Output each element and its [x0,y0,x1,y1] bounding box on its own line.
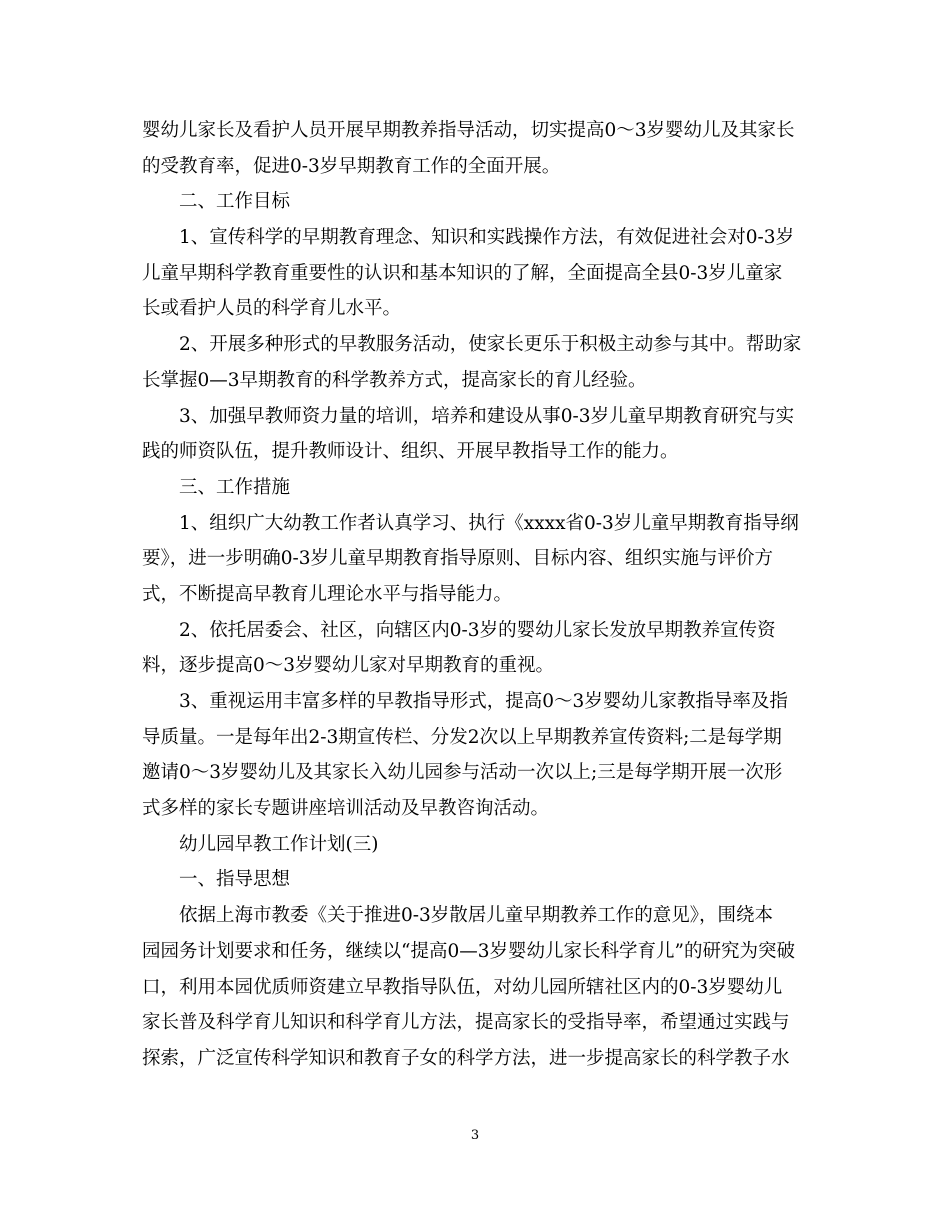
text-line: 式多样的家长专题讲座培训活动及早教咨询活动。 [142,798,550,820]
text-line: 长或看护人员的科学育儿水平。 [142,298,402,320]
body-text [142,113,812,1077]
text-line: 邀请0～3岁婴幼儿及其家长入幼儿园参与活动一次以上;三是每学期开展一次形 [142,762,783,784]
text-line: 式，不断提高早教育儿理论水平与指导能力。 [142,583,513,605]
text-line: 2、依托居委会、社区，向辖区内0-3岁的婴幼儿家长发放早期教养宣传资 [179,619,776,641]
text-line: 婴幼儿家长及看护人员开展早期教养指导活动，切实提高0～3岁婴幼儿及其家长 [142,120,795,141]
text-line: 导质量。一是每年出2-3期宣传栏、分发2次以上早期教养宣传资料;二是每学期 [142,726,782,748]
text-line: 依据上海市教委《关于推进0-3岁散居儿童早期教养工作的意见》，围绕本 [179,905,774,927]
text-line: 1、组织广大幼教工作者认真学习、执行《xxxx省0-3岁儿童早期教育指导纲 [179,512,799,534]
section-heading: 一、指导思想 [179,869,291,891]
text-line: 要》，进一步明确0-3岁儿童早期教育指导原则、目标内容、组织实施与评价方 [142,548,774,570]
text-line: 家长普及科学育儿知识和科学育儿方法，提高家长的受指导率，希望通过实践与 [142,1012,790,1034]
text-line: 园园务计划要求和任务，继续以“提高0—3岁婴幼儿家长科学育儿”的研究为突破 [142,940,795,962]
text-line: 践的师资队伍，提升教师设计、组织、开展早教指导工作的能力。 [142,441,679,463]
plan-title: 幼儿园早教工作计划(三) [179,833,379,855]
section-heading: 三、工作措施 [179,476,291,498]
text-line: 1、宣传科学的早期教育理念、知识和实践操作方法，有效促进社会对0-3岁 [179,227,795,249]
text-line: 儿童早期科学教育重要性的认识和基本知识的了解，全面提高全县0-3岁儿童家 [142,262,783,284]
section-heading: 二、工作目标 [179,191,291,213]
text-line: 3、加强早教师资力量的培训，培养和建设从事0-3岁儿童早期教育研究与实 [179,405,795,427]
text-line: 探索，广泛宣传科学知识和教育子女的科学方法，进一步提高家长的科学教子水 [142,1047,790,1069]
text-block [142,113,812,1077]
page-number: 3 [470,1128,480,1143]
text-line: 长掌握0—3早期教育的科学教养方式，提高家长的育儿经验。 [142,369,647,391]
text-line: 2、开展多种形式的早教服务活动，使家长更乐于积极主动参与其中。帮助家 [179,334,802,356]
text-line: 3、重视运用丰富多样的早教指导形式，提高0～3岁婴幼儿家教指导率及指 [179,691,788,712]
text-line: 口，利用本园优质师资建立早教指导队伍，对幼儿园所辖社区内的0-3岁婴幼儿 [142,976,783,998]
text-line: 料，逐步提高0～3岁婴幼儿家对早期教育的重视。 [142,655,555,677]
text-line: 的受教育率，促进0-3岁早期教育工作的全面开展。 [142,155,561,177]
